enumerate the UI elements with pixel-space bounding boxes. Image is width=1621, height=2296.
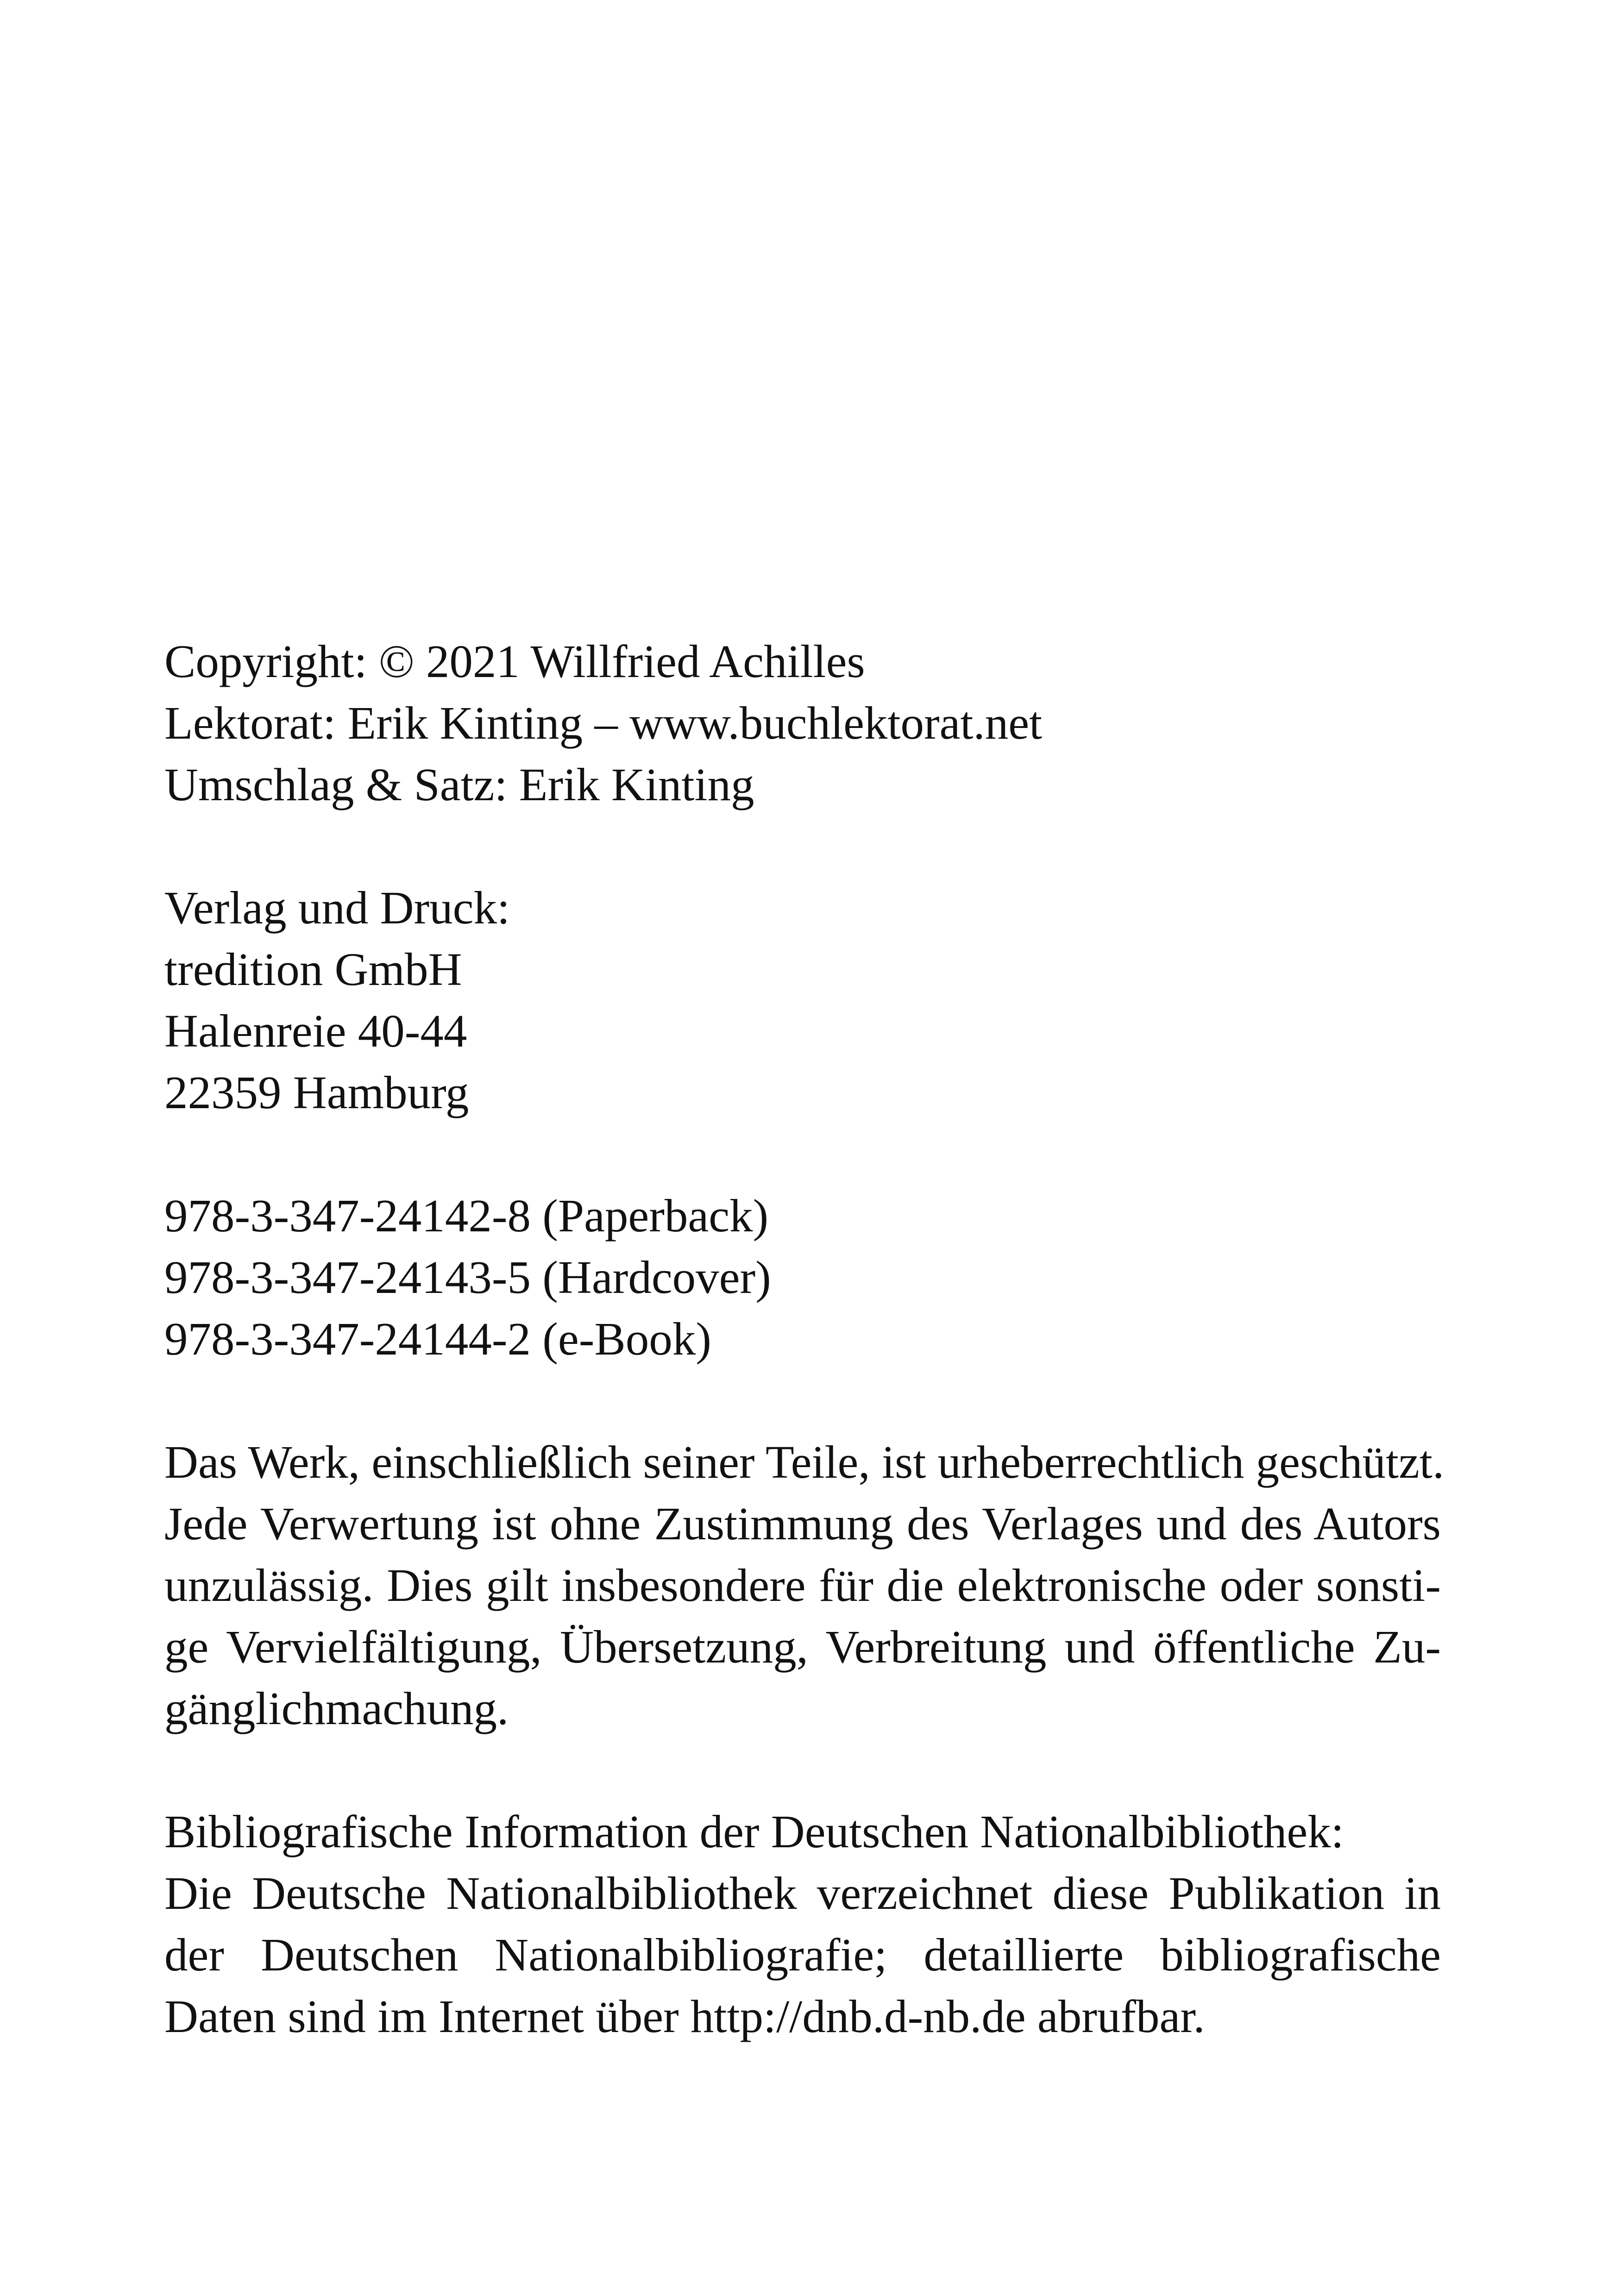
bibliographic-heading: Bibliografische Information der Deutschen Nationalbibliothek: [164,1806,1344,1857]
cover-typesetting-line: Umschlag & Satz: Erik Kinting [164,759,754,810]
editor-line: Lektorat: Erik Kinting – www.buchlektorat.net [164,697,1043,749]
bibliographic-line: der Deutschen Nationalbibliografie; detaillierte bibliografische [164,1929,1441,1981]
bibliographic-line: Die Deutsche Nationalbibliothek verzeichnet diese Publikation in [164,1867,1441,1919]
rights-notice-line: Jede Verwertung ist ohne Zustimmung des Verlages und des Autors [164,1498,1441,1549]
isbn-hardcover: 978-3-347-24143-5 (Hardcover) [164,1251,771,1303]
publisher-heading: Verlag und Druck: [164,882,510,934]
isbn-ebook: 978-3-347-24144-2 (e-Book) [164,1313,711,1365]
publisher-name: tredition GmbH [164,943,462,995]
imprint-content [164,631,1445,2047]
bibliographic-line: Daten sind im Internet über http://dnb.d-nb.de abrufbar. [164,1990,1205,2042]
rights-notice-line: gänglichmachung. [164,1682,509,1734]
copyright-line: Copyright: © 2021 Willfried Achilles [164,635,865,687]
publisher-street: Halenreie 40-44 [164,1005,467,1057]
rights-notice-line: ge Vervielfältigung, Übersetzung, Verbreitung und öffentliche Zu- [164,1621,1441,1673]
credits-block [164,631,1441,816]
publisher-city: 22359 Hamburg [164,1066,469,1118]
rights-notice-line: unzulässig. Dies gilt insbesondere für die elektronische oder sonsti- [164,1559,1441,1611]
rights-notice-line: Das Werk, einschließlich seiner Teile, ist urheberrechtlich geschützt. [164,1436,1445,1488]
isbn-paperback: 978-3-347-24142-8 (Paperback) [164,1190,769,1242]
bibliographic-block [164,1801,1441,2047]
isbn-block [164,1185,1441,1370]
rights-notice-block [164,1431,1445,1739]
publisher-block [164,877,1441,1123]
